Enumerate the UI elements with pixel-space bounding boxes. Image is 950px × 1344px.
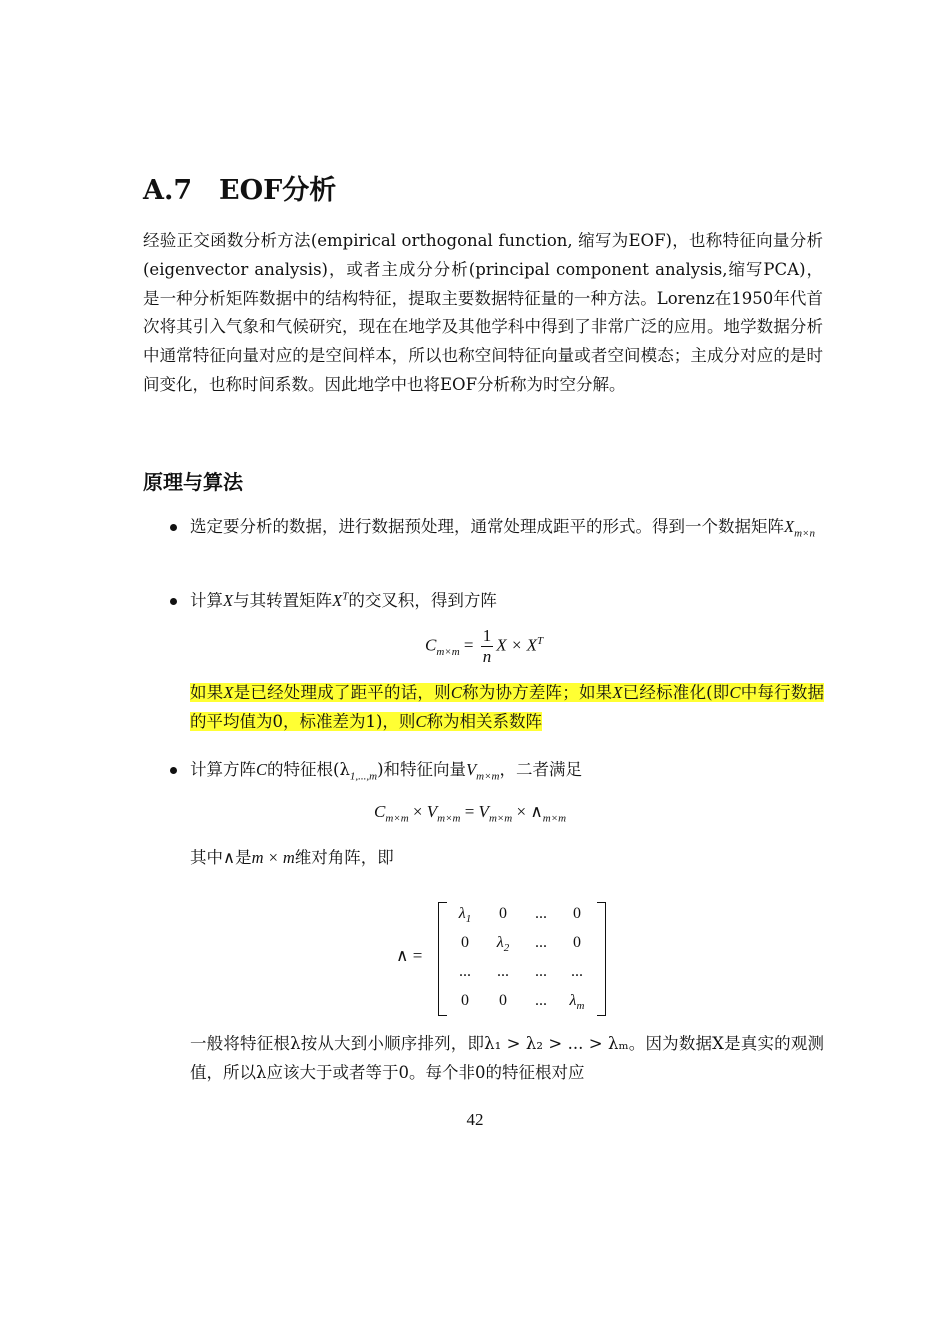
var-v: V [466,760,477,779]
matrix-cell: ... [535,963,547,980]
text: 的特征根(λ [267,760,350,779]
bullet-dot [170,598,177,605]
section-title: EOF分析 [219,175,337,206]
closing-paragraph: 一般将特征根λ按从大到小顺序排列，即λ₁ > λ₂ > ... > λₘ。因为数据X是真实的观测值，所以λ应该大于或者等于0。每个非0的特征根对应 [190,1034,824,1082]
text: 与其转置矩阵 [233,591,333,610]
bullet-dot [170,524,177,531]
var-x: X [332,591,343,610]
equation-covariance [425,626,543,667]
text: ，二者满足 [499,760,582,779]
eq-term: X × X [496,635,537,655]
matrix-cell: ... [535,992,547,1009]
var-x: X [784,517,795,536]
matrix-cell: 0 [461,992,469,1009]
section-heading [143,168,336,207]
matrix-cell: ... [571,963,583,980]
bullet-1-text: 选定要分析的数据，进行数据预处理，通常处理成距平的形式。得到一个数据矩阵 [190,517,784,536]
matrix-cell: ... [497,963,509,980]
var-x: X [223,591,234,610]
matrix-cell: 0 [461,934,469,951]
bullet-item-3 [190,756,824,785]
matrix-cell: 0 [499,992,507,1009]
highlighted-note [190,679,824,737]
highlight-span: 如果X是已经处理成了距平的话，则C称为协方差阵；如果X已经标准化(即C中每行数据的平均值为0，标准差为1)，则C称为相关系数阵 [190,683,825,731]
equals-sign: = [463,635,474,655]
bullet-item-1 [190,513,824,542]
denominator: n [482,647,492,666]
bullet-item-2 [190,587,824,616]
matrix-cell: ... [535,934,547,951]
matrix-lhs: ∧ = [396,946,423,965]
intro-paragraph: 经验正交函数分析方法(empirical orthogonal function, 缩写为EOF)，也称特征向量分析(eigenvector analysis)，或者主成分分析(principal component analysis,缩写PCA)，是一种分析矩阵数据中的结构特征，提取主要数据特征量的一种方法。Lorenz在1950年代首次将其引入气象和气候研究，现在在地学及其他学科中得到了非常广泛的应用。地学数据分析中通常特征向量对应的是空间样本，所以也称空间特征向量或者空间模态；主成分对应的是时间变化，也称时间系数。因此地学中也将EOF分析称为时空分解。 [143,231,823,394]
subscript: m×m [436,645,460,658]
subsection-heading: 原理与算法 [143,470,243,494]
matrix-cell: $\lambda_1$ [458,905,472,926]
text: 计算 [190,591,223,610]
matrix-cell: 0 [573,934,581,951]
section-number: A.7 [143,175,193,206]
text: )和特征向量 [377,760,467,779]
numerator: 1 [482,626,492,645]
page-number: 42 [466,1110,484,1129]
var-c: C [256,760,268,779]
text: 的交叉积，得到方阵 [348,591,497,610]
equation-eigen: $C_{m\times m} \times V_{m\times m} = V_{m\times m}$ × $\wedge_{m\times m}$ [374,802,567,825]
subscript: m×n [794,527,815,540]
text: 计算方阵 [190,760,256,779]
matrix-cell: $\lambda_m$ [569,992,585,1013]
where-line: 其中∧是m × m维对角阵，即 [190,848,394,867]
right-bracket [597,902,606,1016]
matrix-cell: 0 [573,905,581,922]
superscript: T [342,590,349,603]
matrix-cell: ... [535,905,547,922]
fraction [481,626,494,667]
subscript: 1,...,m [349,770,378,783]
subscript: m×m [476,770,500,783]
matrix-cell: $\lambda_2$ [496,934,510,955]
matrix-cell: 0 [499,905,507,922]
bullet-dot [170,767,177,774]
eq-term: C [425,635,437,655]
matrix-cell: ... [459,963,471,980]
superscript: T [537,634,544,647]
